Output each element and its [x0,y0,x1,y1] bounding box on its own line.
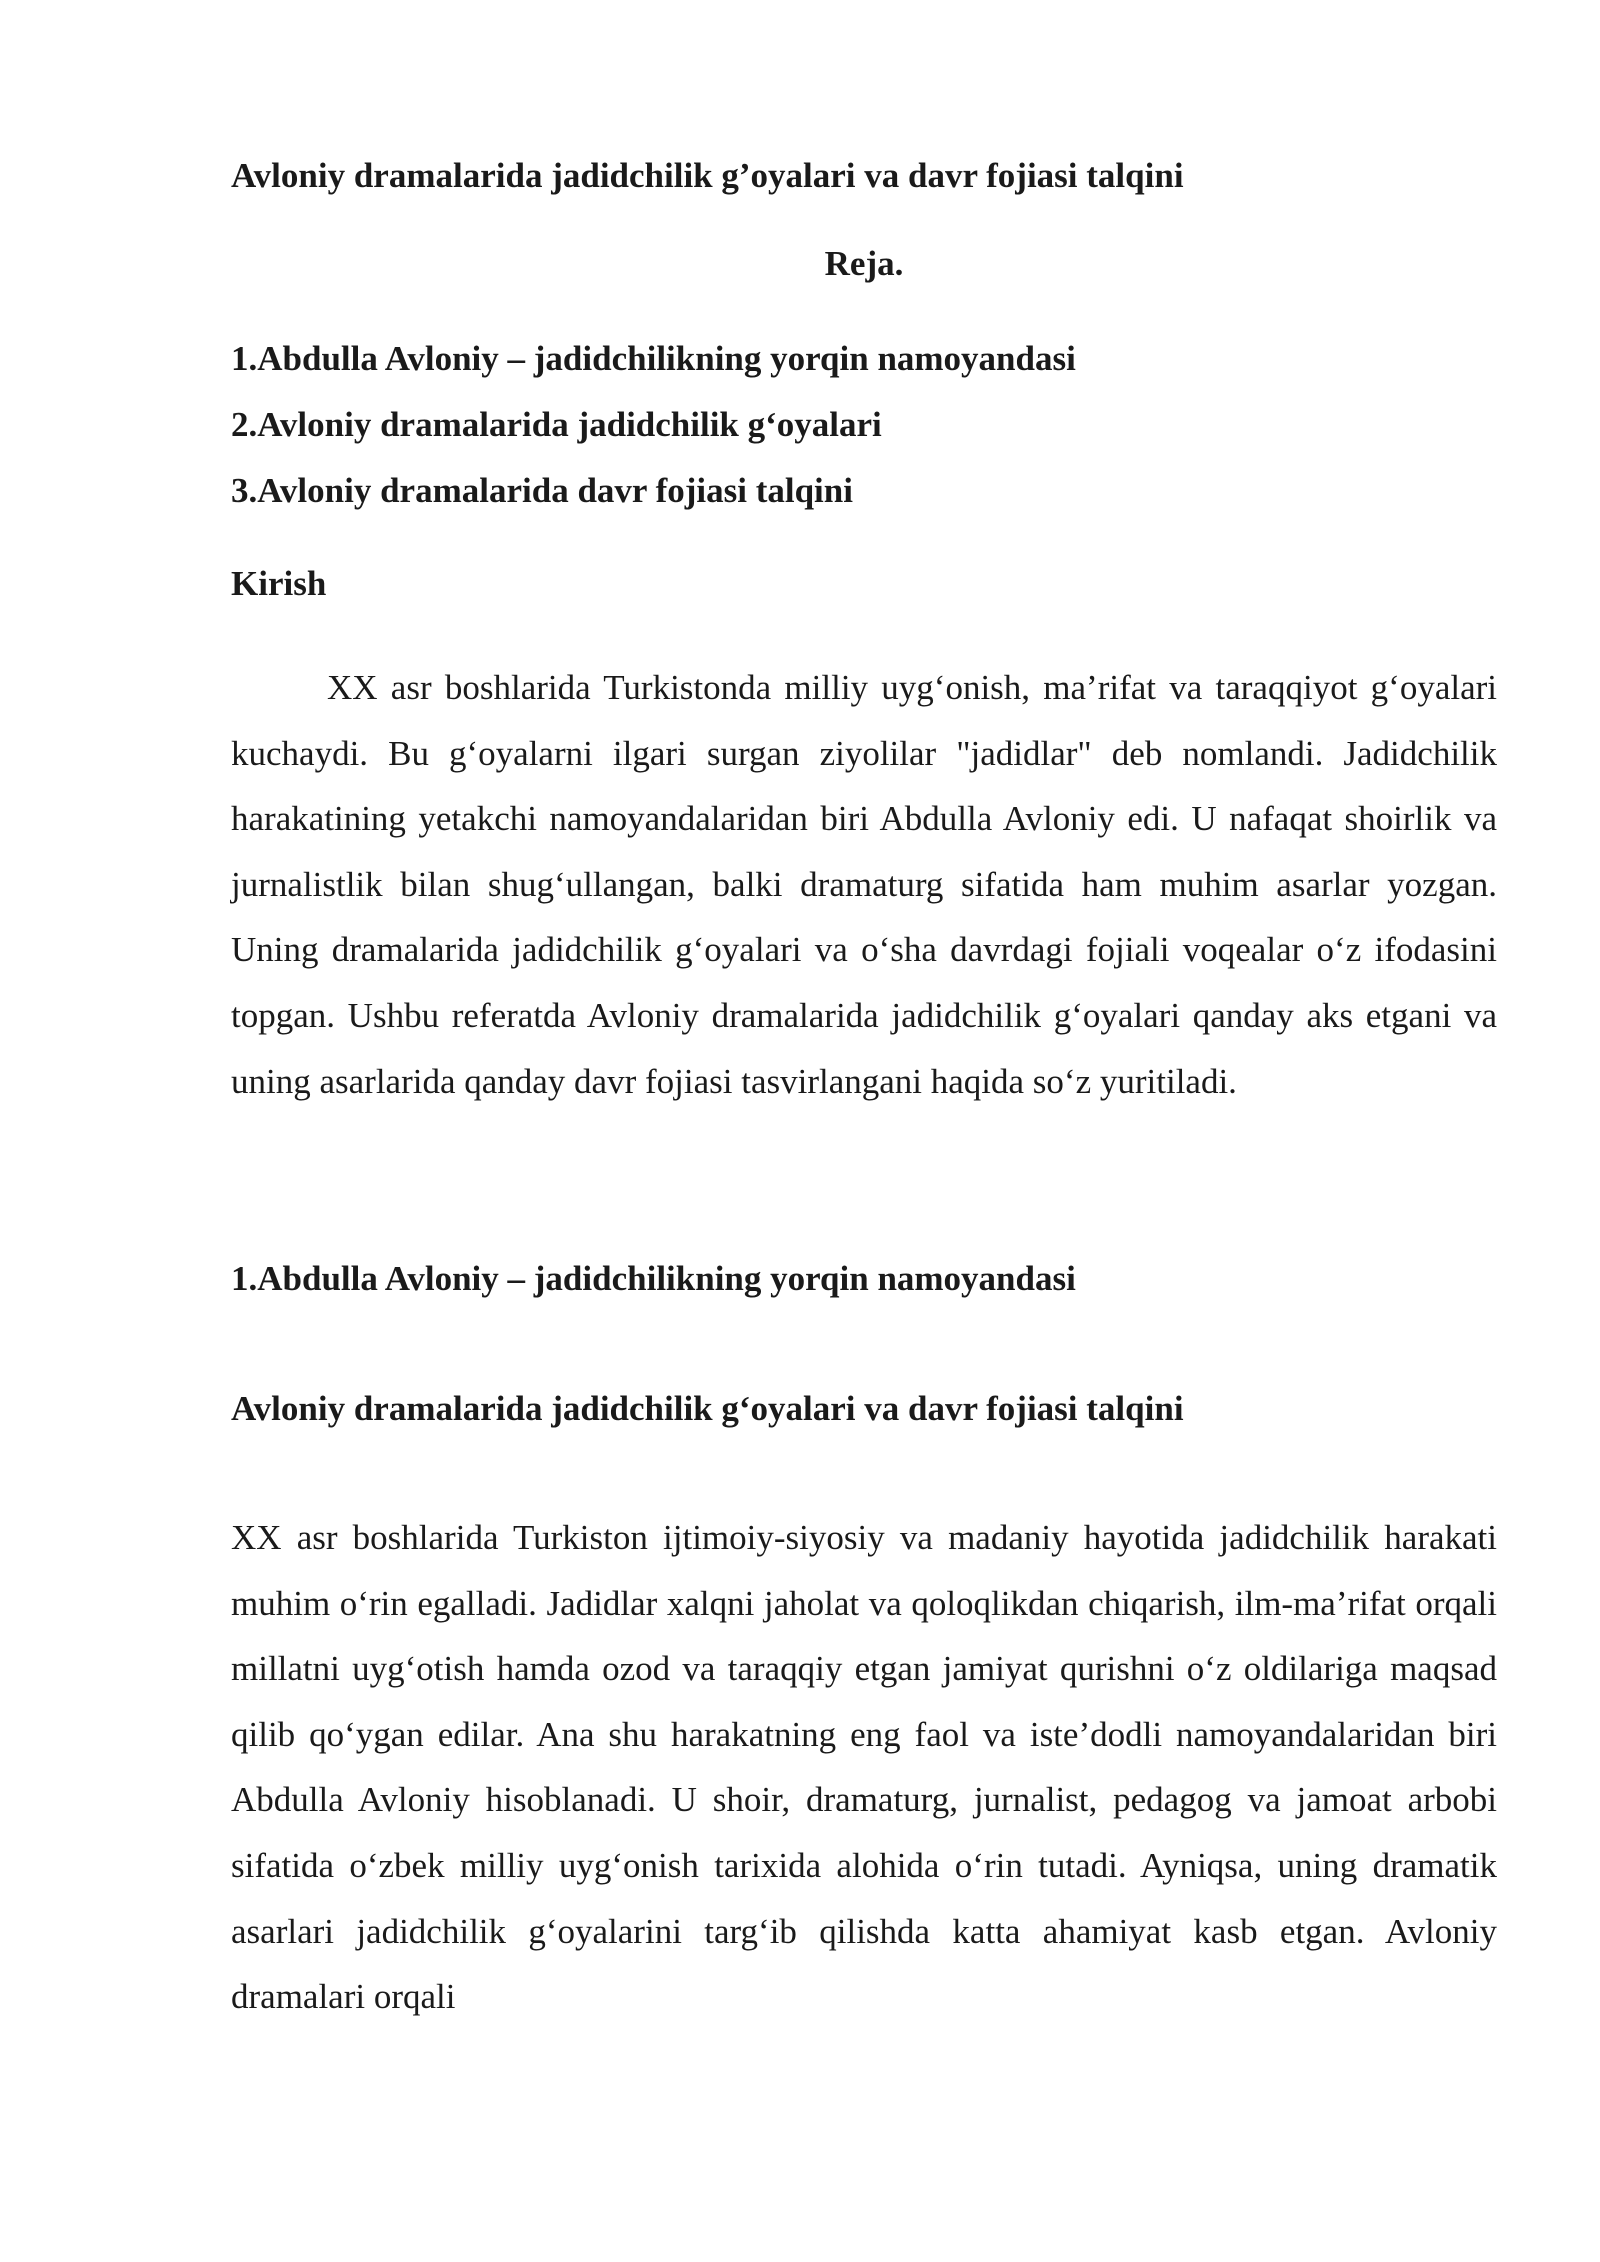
body-paragraph: XX asr boshlarida Turkiston ijtimoiy-siyosiy va madaniy hayotida jadidchilik harakati muhim o‘rin egalladi. Jadidlar xalqni jaholat va qoloqlikdan chiqarish, ilm-ma’rifat orqali millatni uyg‘otish hamda ozod va taraqqiy etgan jamiyat qurishni o‘z oldilariga maqsad qilib qo‘ygan edilar. Ana shu harakatning eng faol va iste’dodli namoyandalaridan biri Abdulla Avloniy hisoblanadi. U shoir, dramaturg, jurnalist, pedagog va jamoat arbobi sifatida o‘zbek milliy uyg‘onish tarixida alohida o‘rin tutadi. Ayniqsa, uning dramatik asarlari jadidchilik g‘oyalarini targ‘ib qilishda katta ahamiyat kasb etgan. Avloniy dramalari orqali [231,1518,1497,2017]
plan-item: 1.Abdulla Avloniy – jadidchilikning yorqin namoyandasi [231,339,1076,378]
section-heading: Avloniy dramalarida jadidchilik g‘oyalari va davr fojiasi talqini [231,1389,1184,1428]
plan-item: 3.Avloniy dramalarida davr fojiasi talqini [231,471,853,510]
intro-paragraph: XX asr boshlarida Turkistonda milliy uyg‘onish, ma’rifat va taraqqiyot g‘oyalari kuchaydi. Bu g‘oyalarni ilgari surgan ziyolilar "jadidlar" deb nomlandi. Jadidchilik harakatining yetakchi namoyandalaridan biri Abdulla Avloniy edi. U nafaqat shoirlik va jurnalistlik bilan shug‘ullangan, balki dramaturg sifatida ham muhim asarlar yozgan. Uning dramalarida jadidchilik g‘oyalari va o‘sha davrdagi fojiali voqealar o‘z ifodasini topgan. Ushbu referatda Avloniy dramalarida jadidchilik g‘oyalari qanday aks etgani va uning asarlarida qanday davr fojiasi tasvirlangani haqida so‘z yuritiladi. [231,668,1497,1101]
document-title: Avloniy dramalarida jadidchilik g’oyalari va davr fojiasi talqini [231,156,1184,195]
plan-item: 2.Avloniy dramalarida jadidchilik g‘oyalari [231,405,882,444]
plan-list [231,326,1076,524]
plan-heading: Reja. [824,244,904,283]
intro-heading: Kirish [231,564,327,603]
section-heading: 1.Abdulla Avloniy – jadidchilikning yorqin namoyandasi [231,1259,1076,1298]
